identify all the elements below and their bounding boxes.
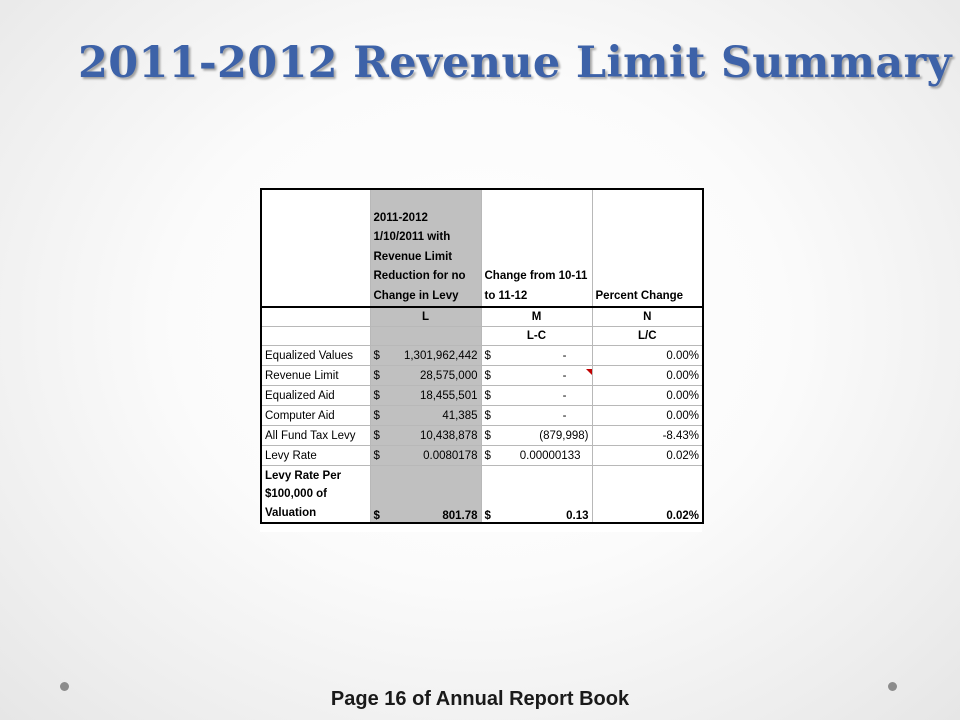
currency-symbol: $ xyxy=(484,409,491,422)
value-cell xyxy=(370,386,481,406)
header-cell-label xyxy=(261,189,370,307)
currency-symbol: $ xyxy=(484,389,491,402)
change-cell xyxy=(481,386,592,406)
currency-symbol: $ xyxy=(373,389,380,402)
formula-cell xyxy=(370,327,481,346)
column-letters-row xyxy=(261,307,703,327)
row-label: Computer Aid xyxy=(261,406,370,426)
percent-cell: 0.00% xyxy=(592,406,703,426)
table-row xyxy=(261,446,703,466)
table-row xyxy=(261,366,703,386)
change-cell xyxy=(481,426,592,446)
change-cell xyxy=(481,366,592,386)
value-amount: 41,385 xyxy=(442,409,478,422)
column-letter xyxy=(261,307,370,327)
row-label: Equalized Aid xyxy=(261,386,370,406)
value-cell xyxy=(370,366,481,386)
percent-cell: -8.43% xyxy=(592,426,703,446)
percent-cell: 0.00% xyxy=(592,366,703,386)
currency-symbol: $ xyxy=(373,429,380,442)
row-label: Levy Rate Per $100,000 of Valuation xyxy=(261,466,370,524)
header-cell-2011-2012: 2011-2012 1/10/2011 with Revenue Limit Reduction for no Change in Levy xyxy=(370,189,481,307)
currency-symbol: $ xyxy=(373,349,380,362)
table-row xyxy=(261,426,703,446)
row-label: Equalized Values xyxy=(261,346,370,366)
change-cell xyxy=(481,466,592,524)
revenue-limit-table xyxy=(260,188,704,524)
column-letter: L xyxy=(370,307,481,327)
header-cell-percent-change: Percent Change xyxy=(592,189,703,307)
formula-cell xyxy=(261,327,370,346)
percent-cell: 0.00% xyxy=(592,346,703,366)
comment-indicator-icon xyxy=(586,369,592,375)
change-amount: - xyxy=(562,369,567,382)
currency-symbol: $ xyxy=(484,429,491,442)
value-cell xyxy=(370,446,481,466)
change-cell xyxy=(481,406,592,426)
value-cell xyxy=(370,426,481,446)
value-amount: 801.78 xyxy=(442,510,478,522)
row-label: Revenue Limit xyxy=(261,366,370,386)
value-amount: 10,438,878 xyxy=(419,429,478,442)
slide-title: 2011-2012 Revenue Limit Summary xyxy=(78,38,952,88)
currency-symbol: $ xyxy=(484,510,491,522)
row-label: Levy Rate xyxy=(261,446,370,466)
value-amount: 18,455,501 xyxy=(419,389,478,402)
change-amount: - xyxy=(562,389,567,402)
percent-cell: 0.02% xyxy=(592,466,703,524)
table-row xyxy=(261,466,703,524)
currency-symbol: $ xyxy=(484,449,491,462)
change-cell xyxy=(481,446,592,466)
currency-symbol: $ xyxy=(373,449,380,462)
change-amount: - xyxy=(562,349,567,362)
change-amount: 0.00000133 xyxy=(519,449,581,462)
change-cell xyxy=(481,346,592,366)
change-amount: - xyxy=(562,409,567,422)
percent-cell: 0.02% xyxy=(592,446,703,466)
percent-cell: 0.00% xyxy=(592,386,703,406)
table-row xyxy=(261,406,703,426)
header-row xyxy=(261,189,703,307)
column-letter: M xyxy=(481,307,592,327)
column-letter: N xyxy=(592,307,703,327)
row-label: All Fund Tax Levy xyxy=(261,426,370,446)
change-amount: (879,998) xyxy=(539,429,589,442)
currency-symbol: $ xyxy=(373,369,380,382)
revenue-limit-table-image xyxy=(260,188,702,532)
currency-symbol: $ xyxy=(484,369,491,382)
currency-symbol: $ xyxy=(484,349,491,362)
value-cell xyxy=(370,466,481,524)
page-reference-caption: Page 16 of Annual Report Book xyxy=(330,688,630,710)
formula-row xyxy=(261,327,703,346)
currency-symbol: $ xyxy=(373,510,380,522)
currency-symbol: $ xyxy=(373,409,380,422)
change-amount: 0.13 xyxy=(566,510,589,522)
table-row xyxy=(261,386,703,406)
header-cell-change: Change from 10-11 to 11-12 xyxy=(481,189,592,307)
value-cell xyxy=(370,406,481,426)
formula-cell: L-C xyxy=(481,327,592,346)
value-amount: 28,575,000 xyxy=(419,369,478,382)
table-row xyxy=(261,346,703,366)
value-amount: 1,301,962,442 xyxy=(403,349,478,362)
formula-cell: L/C xyxy=(592,327,703,346)
value-cell xyxy=(370,346,481,366)
value-amount: 0.0080178 xyxy=(423,449,478,462)
